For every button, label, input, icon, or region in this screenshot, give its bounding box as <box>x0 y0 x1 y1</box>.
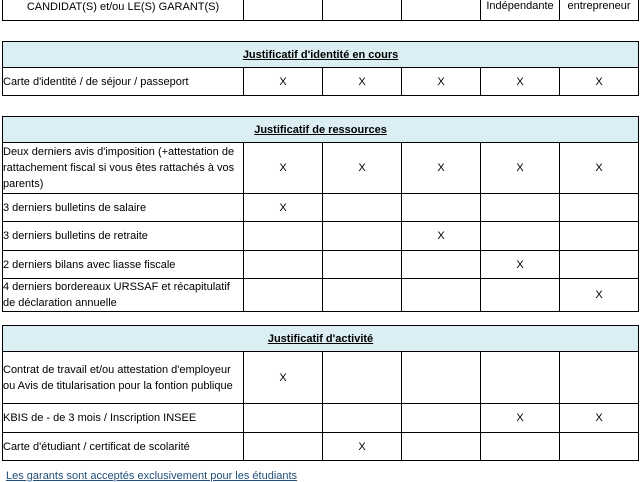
row-label: KBIS de - de 3 mois / Inscription INSEE <box>3 404 244 433</box>
table-row <box>3 194 639 222</box>
mark-cell: X <box>560 279 639 312</box>
mark-cell: X <box>244 352 323 404</box>
mark-cell: X <box>323 433 402 461</box>
mark-cell <box>323 222 402 251</box>
column-independante: Indépendante <box>481 0 560 21</box>
row-label: 3 derniers bulletins de retraite <box>3 222 244 251</box>
table-row <box>3 143 639 194</box>
mark-cell <box>481 433 560 461</box>
mark-cell <box>323 194 402 222</box>
mark-cell <box>481 279 560 312</box>
mark-cell <box>323 251 402 279</box>
activity-section-table <box>2 325 639 461</box>
table-row <box>3 352 639 404</box>
table-row <box>3 222 639 251</box>
mark-cell <box>402 194 481 222</box>
mark-cell <box>323 404 402 433</box>
mark-cell <box>323 279 402 312</box>
mark-cell <box>481 194 560 222</box>
column-retraite <box>402 0 481 21</box>
mark-cell <box>560 251 639 279</box>
mark-cell <box>402 279 481 312</box>
column-entrepreneur: entrepreneur <box>560 0 639 21</box>
mark-cell <box>244 251 323 279</box>
mark-cell: X <box>244 143 323 194</box>
mark-cell: X <box>402 222 481 251</box>
mark-cell: X <box>481 68 560 96</box>
table-row <box>3 68 639 96</box>
mark-cell: X <box>481 143 560 194</box>
mark-cell <box>402 433 481 461</box>
row-label: Carte d'identité / de séjour / passeport <box>3 68 244 96</box>
section-title-activity: Justificatif d'activité <box>3 326 639 352</box>
identity-section-table <box>2 41 639 96</box>
mark-cell <box>560 194 639 222</box>
section-header-row <box>3 117 639 143</box>
table-row <box>3 404 639 433</box>
mark-cell: X <box>244 194 323 222</box>
row-label: 4 derniers bordereaux URSSAF et récapitulatif de déclaration annuelle <box>3 279 244 312</box>
column-header-table <box>2 0 639 21</box>
section-title-resources: Justificatif de ressources <box>3 117 639 143</box>
mark-cell: X <box>402 68 481 96</box>
column-etudiant <box>323 0 402 21</box>
mark-cell: X <box>244 68 323 96</box>
mark-cell <box>560 433 639 461</box>
row-label: 2 derniers bilans avec liasse fiscale <box>3 251 244 279</box>
candidate-label: CANDIDAT(S) et/ou LE(S) GARANT(S) <box>3 0 244 21</box>
column-cdi-cdd <box>244 0 323 21</box>
mark-cell <box>244 404 323 433</box>
row-label: 3 derniers bulletins de salaire <box>3 194 244 222</box>
column-header-row <box>3 0 639 21</box>
mark-cell: X <box>402 143 481 194</box>
table-row <box>3 251 639 279</box>
mark-cell <box>323 352 402 404</box>
row-label: Deux derniers avis d'imposition (+attestation de rattachement fiscal si vous êtes rattachés à vos parents) <box>3 143 244 194</box>
mark-cell: X <box>560 68 639 96</box>
mark-cell: X <box>323 143 402 194</box>
mark-cell <box>402 251 481 279</box>
mark-cell <box>244 279 323 312</box>
mark-cell: X <box>323 68 402 96</box>
row-label: Carte d'étudiant / certificat de scolarité <box>3 433 244 461</box>
mark-cell <box>481 352 560 404</box>
mark-cell <box>244 222 323 251</box>
mark-cell: X <box>481 251 560 279</box>
footnote: Les garants sont acceptés exclusivement pour les étudiants <box>6 470 298 482</box>
mark-cell: X <box>481 404 560 433</box>
mark-cell <box>244 433 323 461</box>
mark-cell <box>560 222 639 251</box>
section-header-row <box>3 326 639 352</box>
mark-cell <box>402 352 481 404</box>
mark-cell <box>481 222 560 251</box>
section-header-row <box>3 42 639 68</box>
mark-cell <box>560 352 639 404</box>
section-title-identity: Justificatif d'identité en cours <box>3 42 639 68</box>
table-row <box>3 279 639 312</box>
table-row <box>3 433 639 461</box>
mark-cell: X <box>560 404 639 433</box>
row-label: Contrat de travail et/ou attestation d'employeur ou Avis de titularisation pour la fontion publique <box>3 352 244 404</box>
mark-cell <box>402 404 481 433</box>
mark-cell: X <box>560 143 639 194</box>
resources-section-table <box>2 116 639 312</box>
